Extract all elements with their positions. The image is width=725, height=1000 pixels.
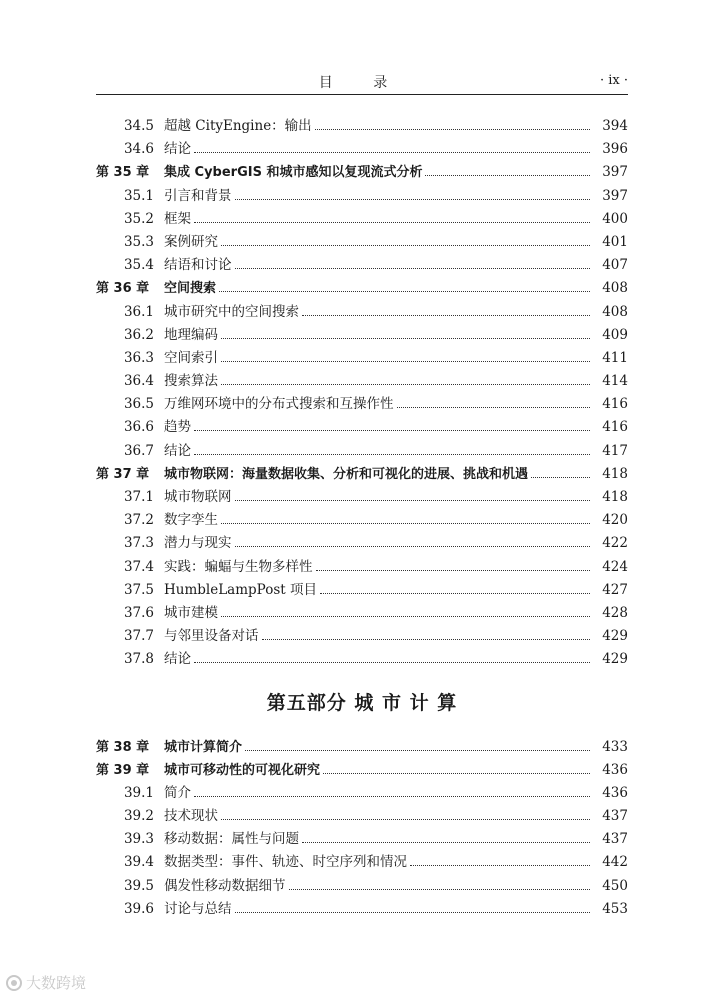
toc-entry-title: 城市物联网 [164,489,232,505]
toc-entry-title: 技术现状 [164,808,218,825]
toc-entry-title: 偶发性移动数据细节 [164,877,286,894]
toc-entry-page: 450 [602,877,628,894]
dot-leader [221,337,590,339]
watermark-text: 大数跨境 [26,974,87,992]
toc-entry-page: 408 [602,303,628,320]
toc-entry-number: 37.2 [123,512,154,529]
toc-entry-number: 39.2 [123,808,154,825]
toc-entry-title-wrap [164,486,590,509]
toc-entry-title: 引言和背景 [164,187,232,204]
toc-entry-number: 39.4 [123,854,154,871]
toc-entry-page: 400 [602,210,628,227]
toc-entry-page: 429 [602,651,628,668]
toc-entry-title: 空间索引 [164,349,218,366]
toc-entry-title: 集成 CyberGIS 和城市感知以复现流式分析 [164,165,423,181]
dot-leader [221,383,590,385]
toc-chapter-row[interactable] [96,736,628,759]
dot-leader [315,128,590,130]
toc-entry-title-wrap [164,759,590,782]
toc-entry-title-wrap [164,782,590,805]
toc-entry-title: 简介 [164,784,191,801]
toc-entry-page: 408 [602,280,628,297]
dot-leader [194,795,590,797]
toc-entry-title-wrap [164,301,590,324]
toc-entry-page: 433 [602,738,628,755]
toc-entry-title: 实践：蝙蝠与生物多样性 [164,558,313,575]
toc-entry-title-wrap [164,625,590,648]
toc-entry-number: 37.6 [123,604,154,621]
toc-entry-title: 空间搜索 [164,281,217,297]
dot-leader [194,221,590,223]
toc-section-row[interactable] [96,301,628,324]
table-of-contents [96,115,628,921]
watermark [6,972,86,993]
toc-entry-page: 429 [602,628,628,645]
toc-section-row[interactable] [96,185,628,208]
toc-entry-number: 36.4 [123,373,154,390]
toc-section-row[interactable] [96,208,628,231]
toc-entry-number: 37.8 [123,651,154,668]
toc-section-row[interactable] [96,875,628,898]
toc-entry-page: 397 [602,187,628,204]
toc-section-row[interactable] [96,347,628,370]
toc-entry-title-wrap [164,138,590,161]
dot-leader [219,290,590,292]
toc-entry-page: 442 [602,854,628,871]
toc-entry-title-wrap [164,440,590,463]
toc-chapter-row[interactable] [96,759,628,782]
toc-entry-page: 418 [602,465,628,482]
toc-section-row[interactable] [96,486,628,509]
dot-leader [221,244,590,246]
toc-entry-title: 移动数据：属性与问题 [164,831,299,848]
dot-leader [221,615,590,617]
toc-entry-title-wrap [164,579,590,602]
dot-leader [235,267,591,269]
toc-section-row[interactable] [96,440,628,463]
toc-entry-title: 城市建模 [164,604,218,621]
toc-entry-title-wrap [164,463,590,486]
toc-entry-number: 第 35 章 [96,165,150,181]
toc-entry-title-wrap [164,115,590,138]
toc-section-row[interactable] [96,828,628,851]
toc-entry-page: 411 [602,349,628,366]
toc-entry-title-wrap [164,556,590,579]
toc-entry-number: 39.1 [123,784,154,801]
toc-entry-page: 418 [602,489,628,505]
toc-entry-title: HumbleLampPost 项目 [164,581,317,598]
toc-entry-number: 36.7 [123,442,154,459]
toc-section-row[interactable] [96,851,628,874]
toc-entry-title: 结论 [164,141,191,158]
toc-section-row[interactable] [96,556,628,579]
toc-entry-title-wrap [164,347,590,370]
dot-leader [221,818,590,820]
toc-section-row[interactable] [96,416,628,439]
toc-entry-title: 案例研究 [164,233,218,250]
toc-section-row[interactable] [96,532,628,555]
toc-section-row[interactable] [96,898,628,921]
toc-entry-title-wrap [164,532,590,555]
toc-entry-title: 结语和讨论 [164,257,232,274]
toc-entry-title-wrap [164,736,590,759]
toc-section-row[interactable] [96,231,628,254]
toc-entry-title-wrap [164,324,590,347]
toc-entry-title-wrap [164,509,590,532]
toc-section-row[interactable] [96,324,628,347]
dot-leader [221,360,590,362]
dot-leader [194,429,590,431]
toc-entry-page: 394 [602,118,628,134]
toc-entry-title-wrap [164,851,590,874]
toc-entry-page: 424 [602,558,628,575]
toc-entry-title: 城市可移动性的可视化研究 [164,762,321,778]
toc-entry-title: 城市计算简介 [164,739,243,755]
toc-entry-title: 万维网环境中的分布式搜索和互操作性 [164,396,394,413]
toc-entry-page: 427 [602,581,628,598]
toc-entry-page: 428 [602,604,628,621]
toc-entry-number: 39.3 [123,831,154,848]
toc-section-row[interactable] [96,393,628,416]
toc-entry-page: 416 [602,419,628,436]
toc-entry-number: 34.5 [123,118,154,134]
toc-entry-number: 36.6 [123,419,154,436]
toc-entry-number: 36.5 [123,396,154,413]
toc-section-row[interactable] [96,625,628,648]
toc-entry-title-wrap [164,805,590,828]
toc-section-row[interactable] [96,782,628,805]
toc-entry-title-wrap [164,161,590,184]
toc-entry-page: 407 [602,257,628,274]
toc-entry-number: 36.1 [123,303,154,320]
toc-entry-page: 453 [602,900,628,917]
toc-entry-page: 417 [602,442,628,459]
page-header [96,72,628,95]
toc-section-row[interactable] [96,254,628,277]
dot-leader [194,151,590,153]
toc-entry-page: 397 [602,164,628,181]
toc-entry-page: 396 [602,141,628,158]
toc-entry-number: 35.4 [123,257,154,274]
dot-leader [425,174,590,176]
toc-section-row[interactable] [96,648,628,671]
toc-entry-title: 趋势 [164,419,191,436]
toc-entry-title-wrap [164,602,590,625]
toc-entry-title: 超越 CityEngine：输出 [164,118,312,134]
toc-entry-number: 37.5 [123,581,154,598]
toc-entry-number: 34.6 [123,141,154,158]
toc-entry-number: 35.3 [123,233,154,250]
dot-leader [235,198,591,200]
dot-leader [221,522,590,524]
dot-leader [235,499,591,501]
toc-entry-page: 409 [602,326,628,343]
toc-entry-title-wrap [164,898,590,921]
header-page-number: · ix · [599,73,628,88]
toc-entry-number: 37.1 [123,489,154,505]
dot-leader [397,406,591,408]
toc-entry-title: 结论 [164,442,191,459]
toc-entry-page: 414 [602,373,628,390]
toc-entry-title-wrap [164,393,590,416]
toc-section-row[interactable] [96,138,628,161]
toc-entry-number: 36.2 [123,326,154,343]
toc-entry-page: 401 [602,233,628,250]
toc-entry-page: 436 [602,784,628,801]
toc-group-b [96,736,628,922]
toc-entry-number: 第 39 章 [96,762,150,778]
toc-entry-title-wrap [164,208,590,231]
toc-entry-title: 潜力与现实 [164,535,232,552]
toc-entry-number: 第 36 章 [96,281,150,297]
toc-entry-title: 数字孪生 [164,512,218,529]
header-title: 目 录 [318,75,406,91]
toc-entry-title-wrap [164,648,590,671]
toc-entry-number: 第 38 章 [96,739,150,755]
toc-entry-number: 39.6 [123,900,154,917]
toc-entry-title-wrap [164,875,590,898]
toc-entry-number: 35.2 [123,210,154,227]
toc-entry-title: 城市物联网：海量数据收集、分析和可视化的进展、挑战和机遇 [164,466,529,482]
toc-entry-title: 结论 [164,651,191,668]
dot-leader [289,888,591,890]
dot-leader [245,749,590,751]
toc-entry-page: 437 [602,831,628,848]
toc-entry-page: 422 [602,535,628,552]
dot-leader [302,841,590,843]
toc-section-row[interactable] [96,579,628,602]
toc-entry-title-wrap [164,370,590,393]
toc-entry-number: 37.4 [123,558,154,575]
toc-entry-page: 436 [602,761,628,778]
toc-entry-title: 与邻里设备对话 [164,628,259,645]
toc-entry-page: 416 [602,396,628,413]
toc-entry-title: 讨论与总结 [164,900,232,917]
dot-leader [235,545,591,547]
toc-entry-number: 第 37 章 [96,466,150,482]
dot-leader [316,569,591,571]
toc-entry-number: 37.3 [123,535,154,552]
dot-leader [235,911,591,913]
toc-entry-title: 搜索算法 [164,373,218,390]
toc-entry-title-wrap [164,277,590,300]
toc-chapter-row[interactable] [96,277,628,300]
toc-entry-title: 城市研究中的空间搜索 [164,303,299,320]
dot-leader [262,638,591,640]
dot-leader [531,476,590,478]
toc-entry-number: 35.1 [123,187,154,204]
toc-section-row[interactable] [96,370,628,393]
toc-section-row[interactable] [96,602,628,625]
dot-leader [302,314,590,316]
toc-entry-title: 框架 [164,210,191,227]
toc-section-row[interactable] [96,509,628,532]
toc-chapter-row[interactable] [96,463,628,486]
toc-entry-number: 39.5 [123,877,154,894]
dot-leader [320,592,590,594]
toc-section-row[interactable] [96,805,628,828]
part-title: 第五部分 城 市 计 算 [266,691,458,714]
watermark-logo-icon [6,975,22,991]
toc-entry-number: 37.7 [123,628,154,645]
toc-entry-number: 36.3 [123,349,154,366]
toc-entry-title: 地理编码 [164,326,218,343]
toc-entry-title-wrap [164,828,590,851]
toc-entry-page: 437 [602,808,628,825]
toc-entry-title: 数据类型：事件、轨迹、时空序列和情况 [164,854,407,871]
toc-entry-title-wrap [164,416,590,439]
toc-entry-title-wrap [164,254,590,277]
dot-leader [410,864,590,866]
toc-group-a [96,115,628,672]
toc-section-row[interactable] [96,115,628,138]
dot-leader [194,453,590,455]
dot-leader [194,661,590,663]
toc-entry-title-wrap [164,185,590,208]
toc-entry-page: 420 [602,512,628,529]
dot-leader [323,772,590,774]
toc-entry-title-wrap [164,231,590,254]
toc-chapter-row[interactable] [96,161,628,184]
